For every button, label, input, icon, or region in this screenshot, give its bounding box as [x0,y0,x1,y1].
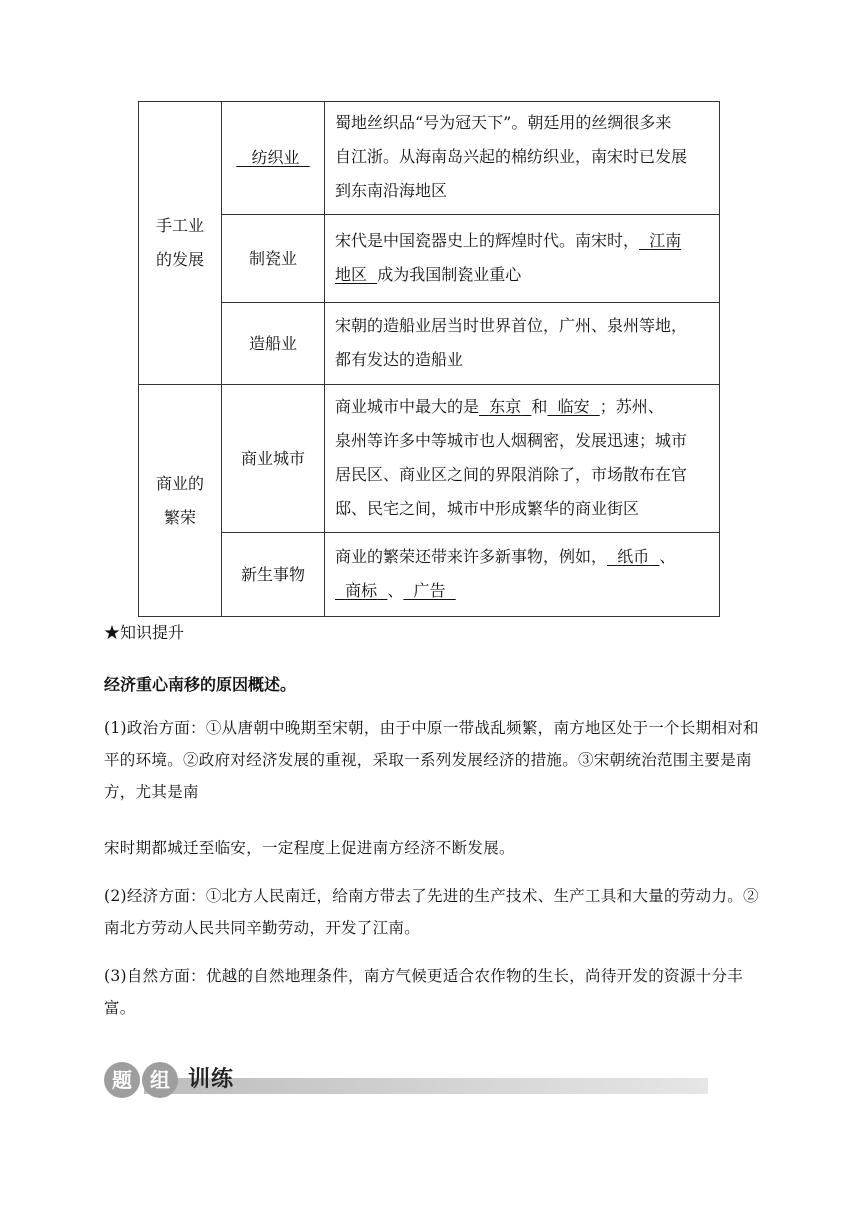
content-line: 蜀地丝织品“号为冠天下”。朝廷用的丝绸很多来 [335,113,672,132]
tip-title: 经济重心南移的原因概述。 [104,675,297,694]
content-line: 宋朝的造船业居当时世界首位，广州、泉州等地， [335,315,688,335]
paragraph-political: (1)政治方面：①从唐朝中晚期至宋朝，由于中原一带战乱频繁，南方地区处于一个长期相对和平的环境。②政府对经济发展的重视，采取一系列发展经济的措施。③宋朝统治范围主要是南方，尤其是南 [104,719,759,801]
content-cell [325,102,720,215]
content-line: 商业城市中最大的是 [335,396,480,416]
badge-char: 组 [142,1062,178,1098]
content-text: 、 [659,546,676,566]
content-line: 都有发达的造船业 [335,349,464,369]
section-banner [104,1054,708,1117]
content-cell [325,533,720,617]
content-line: 泉州等许多中等城市也人烟稠密，发展迅速；城市 [335,430,688,450]
content-line: 宋代是中国瓷器史上的辉煌时代。南宋时， [335,230,640,250]
table-row [139,385,720,533]
badge-char: 题 [104,1062,140,1098]
content-line: 居民区、商业区之间的界限消除了，市场散布在官 [335,464,688,484]
content-line: 成为我国制瓷业重心 [377,264,522,284]
content-text: ；苏州、 [599,396,664,416]
subcategory-cell: 新生事物 [222,533,325,617]
blank-answer: 江南 [649,230,682,250]
blank-answer: 商标 [345,580,378,600]
banner-badge [104,1058,180,1094]
category-label-line: 的发展 [155,250,204,269]
table-row [139,102,720,215]
subcategory-cell [222,102,325,215]
content-line: 到东南沿海地区 [335,181,448,200]
banner-tag: >>>实践性 [637,1104,698,1117]
blank-answer: 纸币 [617,546,650,566]
knowledge-table [138,101,720,617]
knowledge-tip-heading: ★知识提升 [104,623,185,642]
category-cell [139,102,222,385]
table-row [139,533,720,617]
content-cell [325,215,720,303]
category-cell [139,385,222,617]
category-label-line: 手工业 [155,216,204,235]
subcategory-cell: 造船业 [222,303,325,385]
banner-title: 训练 [188,1067,235,1092]
content-line: 自江浙。从海南岛兴起的棉纺织业，南宋时已发展 [335,147,688,166]
content-text: 、 [387,580,404,600]
content-line: 商业的繁荣还带来许多新事物，例如， [335,546,608,566]
content-cell [325,303,720,385]
paragraph-political-cont: 宋时期都城迁至临安，一定程度上促进南方经济不断发展。 [104,839,515,857]
content-cell [325,385,720,533]
subcategory-cell: 商业城市 [222,385,325,533]
category-label-line: 繁荣 [163,507,196,527]
subcategory-cell: 制瓷业 [222,215,325,303]
blank-answer: 临安 [557,396,590,416]
content-text: 和 [531,396,548,416]
paragraph-economic: (2)经济方面：①北方人民南迁，给南方带去了先进的生产技术、生产工具和大量的劳动力。②南北方劳动人民共同辛勤劳动，开发了江南。 [104,887,759,937]
blank-answer: 地区 [335,264,368,284]
blank-answer: 东京 [489,396,522,416]
table-row [139,303,720,385]
content-line: 邸、民宅之间，城市中形成繁华的商业街区 [335,498,640,518]
table-row [139,215,720,303]
paragraph-natural: (3)自然方面：优越的自然地理条件，南方气候更适合农作物的生长，尚待开发的资源十分丰富。 [104,967,744,1017]
blank-answer: 纺织业 [251,148,300,167]
category-label-line: 商业的 [155,473,204,493]
blank-answer: 广告 [413,580,446,600]
